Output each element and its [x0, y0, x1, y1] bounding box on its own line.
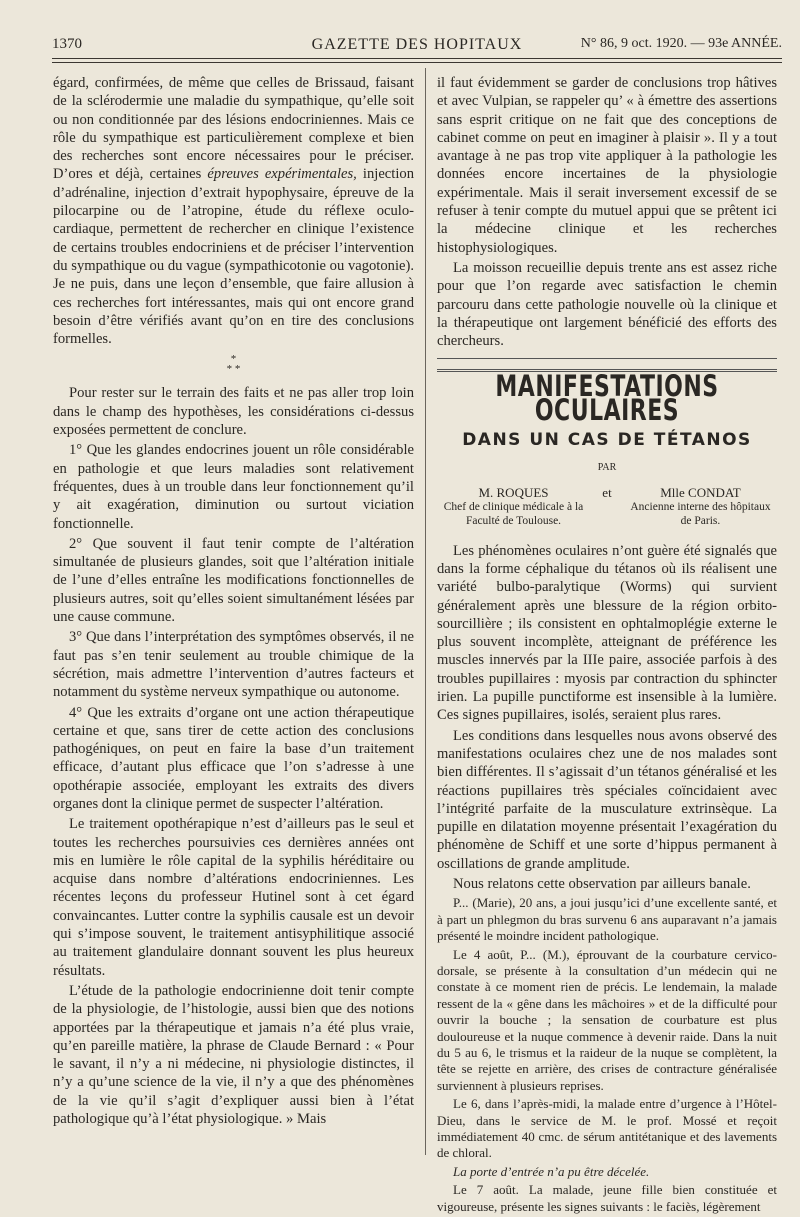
- case-report: [437, 895, 777, 1215]
- article-title: MANIFESTATIONS OCULAIRES: [495, 370, 719, 430]
- case-paragraph: Le 4 août, P... (M.), éprouvant de la courbature cervico-dorsale, se présente à la consultation d’un médecin qui ne constate à ce moment rien de précis. Le lendemain, la malade ressent de la « gêne dans les mâchoires » et de la difficulté pour ouvrir la bouche ; la sensation de courbature est plus douloureuse et la nuque commence à devenir raide. Dans la nuit du 5 au 6, le trismus et la raideur de la nuque se complètent, la tête se rejette en arrière, des crises de contracture généralisée surviennent à plusieurs reprises.: [437, 946, 777, 1093]
- header-rule: [52, 58, 782, 59]
- byline-par: PAR: [597, 462, 617, 474]
- left-column: [53, 74, 414, 1130]
- author-2: [624, 486, 777, 528]
- paragraph: égard, confirmées, de même que celles de Brissaud, faisant de la sclérodermie une maladie du sympathique, qu’elle soit ou non conditionnée par des lésions endocriniennes. Mais ce rôle du sympathique est particulièrement complexe et bien des recherches sont encore nécessaires pour le préciser. D’ores et déjà, certaines épreuves expérimentales, injection d’adrénaline, injection d’extrait hypophysaire, épreuve de la pilocarpine ou de l’atropine, étude du réflexe oculo-cardiaque, permettent de rechercher en clinique l’existence de certains troubles endocriniens et de préciser l’intervention du sympathique ou du vague (sympathicotonie ou vagotonie). Je ne puis, dans une leçon d’ensemble, que faire allusion à ces recherches fort intéressantes, mais qui ont encore grand besoin d’être vérifiés avant qu’on en tire des conclusions formelles.: [53, 75, 414, 348]
- author-affiliation: Chef de clinique médicale à la Faculté de Toulouse.: [443, 500, 584, 527]
- paragraph: Nous relatons cette observation par ailleurs banale.: [453, 875, 751, 892]
- paragraph: L’étude de la pathologie endocrinienne doit tenir compte de la physiologie, de l’histologie, aussi bien que des notions apportées par la thérapeutique et jamais n’a été plus vraie, qu’en pareille matière, la phrase de Claude Bernard : « Pour le savant, il n’y a ni médecine, ni physiologie distinctes, il n’y a qu’une science de la vie, il n’y a que des phénomènes de la vie qu’il s’agit d’expliquer aussi bien à l’état pathologique qu’à l’état physiologique. » Mais: [53, 982, 414, 1128]
- column-divider: [425, 68, 426, 1155]
- journal-title: GAZETTE DES HOPITAUX: [311, 36, 523, 53]
- paragraph: Les phénomènes oculaires n’ont guère été signalés que dans la forme céphalique du tétanos où ils réalisent une variété bulbo-paralytique (Worms) qui survient généralement après une blessure de la région orbito-sourcillière ; ils consistent en ophtalmoplégie externe le plus souvent incomplète, atteignant de préférence les muscles innervés par la IIIe paire, associée parfois à des troubles pupillaires : myosis par contraction du sphincter irien. La pupille punctiforme est insensible à la lumière. Ces signes pupillaires, isolés, seraient plus rares.: [437, 542, 777, 724]
- author-name: M. ROQUES: [478, 484, 549, 500]
- header-rule-thin: [52, 62, 782, 63]
- running-header: [52, 28, 782, 58]
- paragraph: La moisson recueillie depuis trente ans est assez riche pour que l’on regarde avec satisfaction le chemin parcouru dans cette pathologie nouvelle où la clinique et la thérapeutique ont largement bénéficié des efforts des chercheurs.: [437, 259, 777, 350]
- issue-info: N° 86, 9 oct. 1920. — 93e ANNÉE.: [580, 36, 782, 51]
- author-1: [437, 486, 590, 528]
- case-paragraph: P... (Marie), 20 ans, a joui jusqu’ici d’une excellente santé, et à part un phlegmon du bras survenu 6 ans auparavant n’a jamais présenté le moindre incident pathologique.: [437, 895, 777, 944]
- author-conjunction: et: [602, 484, 612, 500]
- paragraph: 1° Que les glandes endocrines jouent un rôle considérable en pathologie et que leurs maladies sont relativement fréquentes, dues à un trouble dans leur fonctionnement qu’il y ait exagération, diminution ou surtout viciation fonctionnelle.: [53, 442, 414, 532]
- authors-block: [437, 486, 777, 528]
- case-paragraph: Le 6, dans l’après-midi, la malade entre d’urgence à l’Hôtel-Dieu, dans le service de M. le prof. Mossé et reçoit immédiatement 40 cmc. de sérum antitétanique et des lavements de chloral.: [437, 1096, 777, 1161]
- paragraph: Le traitement opothérapique n’est d’ailleurs pas le seul et toutes les recherches poursuivies ces dernières années ont mis en lumière le rôle capital de la syphilis héréditaire ou acquise dans nombre d’altérations endocriniennes. Les récentes leçons du professeur Hutinel sont à cet égard convaincantes. Lutter contre la syphilis causale est un devoir qui s’impose souvent, le traitement antisyphilitique associé au traitement glandulaire donnant souvent les plus heureux résultats.: [53, 816, 414, 979]
- paragraph: 2° Que souvent il faut tenir compte de l’altération simultanée de plusieurs glandes, soit que l’altération initiale de l’une d’elles entraîne les modifications fonctionnelles de plusieurs autres, soit qu’elles soient simultanément lésées par une cause commune.: [53, 535, 414, 626]
- article-subtitle: DANS UN CAS DE TÉTANOS: [462, 430, 752, 451]
- case-paragraph: Le 7 août. La malade, jeune fille bien constituée et vigoureuse, présente les signes suivants : le faciès, légèrement: [437, 1182, 777, 1214]
- case-paragraph: La porte d’entrée n’a pu être décelée.: [453, 1163, 650, 1179]
- author-affiliation: Ancienne interne des hôpitaux de Paris.: [630, 500, 771, 527]
- right-column: [437, 74, 777, 1217]
- paragraph: 3° Que dans l’interprétation des symptômes observés, il ne faut pas s’en tenir seulement au trouble chimique de la sécrétion, mais admettre l’intervention d’autres facteurs et notamment du système nerveux sympathique ou autonome.: [53, 629, 414, 701]
- paragraph: il faut évidemment se garder de conclusions trop hâtives et avec Vulpian, se rappeler qu’ « à émettre des assertions sans esprit critique on ne fait que des conceptions de cabinet comme on peut en imaginer à plaisir ». Il y a tout avantage à ne pas trop vite appliquer à la pathologie les données encore incertaines de la physiologie expérimentale. Mais il serait inversement excessif de se refuser à tenir compte du mutuel appui que se prêtent ici la médecine clinique et les recherches histophysiologiques.: [437, 75, 777, 256]
- paragraph: 4° Que les extraits d’organe ont une action thérapeutique certaine et que, sans tirer de cette action des conclusions pathogéniques, on peut en faire la base d’un traitement efficace, d’autant plus efficace que l’on s’adresse à une opothérapie associée, employant les extraits des divers organes dont la clinique permet de suspecter l’altération.: [53, 704, 414, 812]
- author-name: Mlle CONDAT: [660, 484, 741, 500]
- paragraph: Les conditions dans lesquelles nous avons observé des manifestations oculaires chez une de nos malades sont bien différentes. Il s’agissait d’un tétanos généralisé et les réactions pupillaires très spéciales coïncidaient avec l’intégrité parfaite de la musculature extrinsèque. La pupille en dilatation moyenne présentait l’exagération du phénomène de Schiff et une sorte d’hippus permanent à oscillations de grande amplitude.: [437, 727, 777, 872]
- section-break-asterisks: * * *: [226, 353, 241, 376]
- page-number: 1370: [52, 36, 82, 52]
- paragraph: Pour rester sur le terrain des faits et ne pas aller trop loin dans le champ des hypothèses, les considérations ci-dessus exposées permettent de conclure.: [53, 385, 414, 439]
